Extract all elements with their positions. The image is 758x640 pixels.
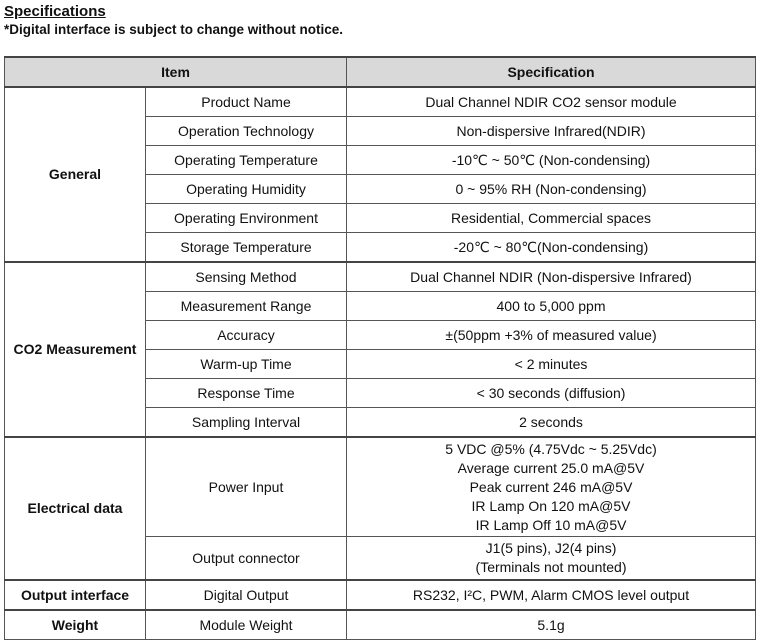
spec-cell: [347, 175, 756, 204]
item-cell: Response Time: [146, 379, 347, 408]
item-cell: Module Weight: [146, 610, 347, 640]
item-cell: Output connector: [146, 537, 347, 581]
column-header-item: Item: [5, 57, 347, 87]
spec-line: J1(5 pins), J2(4 pins): [485, 540, 617, 556]
table-row: [5, 437, 756, 537]
spec-line: Dual Channel NDIR CO2 sensor module: [425, 93, 677, 110]
spec-cell: [347, 537, 756, 581]
item-cell: Product Name: [146, 87, 347, 117]
spec-line: < 2 minutes: [514, 355, 588, 372]
spec-line: Average current 25.0 mA@5V: [457, 459, 645, 476]
spec-line: 400 to 5,000 ppm: [496, 297, 606, 314]
spec-line: Residential, Commercial spaces: [451, 209, 651, 226]
spec-line: IR Lamp On 120 mA@5V: [471, 497, 631, 514]
spec-line: -20℃ ~ 80℃(Non-condensing): [453, 238, 649, 255]
spec-cell: [347, 262, 756, 292]
spec-line: ±(50ppm +3% of measured value): [445, 326, 657, 343]
spec-cell: [347, 610, 756, 640]
item-cell: Digital Output: [146, 580, 347, 610]
group-label: Output interface: [5, 580, 146, 610]
item-cell: Warm-up Time: [146, 350, 347, 379]
item-cell: Measurement Range: [146, 292, 347, 321]
spec-line: IR Lamp Off 10 mA@5V: [475, 516, 627, 533]
group-label: General: [5, 87, 146, 262]
column-header-specification: Specification: [347, 57, 756, 87]
item-cell: Operating Temperature: [146, 146, 347, 175]
spec-line: (Terminals not mounted): [475, 559, 627, 575]
item-cell: Operating Humidity: [146, 175, 347, 204]
page-title: Specifications: [4, 3, 106, 20]
change-notice: *Digital interface is subject to change without notice.: [4, 22, 344, 37]
table-row: [5, 580, 756, 610]
table-body: [5, 87, 756, 640]
spec-line: Peak current 246 mA@5V: [469, 478, 633, 495]
spec-line: 5.1g: [537, 616, 565, 633]
spec-line: 0 ~ 95% RH (Non-condensing): [455, 180, 647, 197]
spec-line: < 30 seconds (diffusion): [476, 384, 626, 401]
spec-line: RS232, I²C, PWM, Alarm CMOS level output: [412, 586, 690, 603]
spec-cell: [347, 204, 756, 233]
group-label: Weight: [5, 610, 146, 640]
item-cell: Sensing Method: [146, 262, 347, 292]
item-cell: Accuracy: [146, 321, 347, 350]
item-cell: Storage Temperature: [146, 233, 347, 263]
table-row: [5, 262, 756, 292]
group-label: Electrical data: [5, 437, 146, 580]
table-row: [5, 87, 756, 117]
spec-line: -10℃ ~ 50℃ (Non-condensing): [451, 151, 651, 168]
group-label: CO2 Measurement: [5, 262, 146, 437]
spec-cell: [347, 350, 756, 379]
table-header-row: [5, 57, 756, 87]
spec-cell: [347, 146, 756, 175]
table-row: [5, 610, 756, 640]
spec-cell: [347, 408, 756, 438]
item-cell: Sampling Interval: [146, 408, 347, 438]
item-cell: Operating Environment: [146, 204, 347, 233]
specification-table: [4, 56, 756, 640]
spec-cell: [347, 580, 756, 610]
spec-cell: [347, 379, 756, 408]
spec-cell: [347, 292, 756, 321]
spec-cell: [347, 321, 756, 350]
spec-cell: [347, 117, 756, 146]
spec-line: Non-dispersive Infrared(NDIR): [456, 122, 646, 139]
spec-line: 2 seconds: [519, 413, 583, 430]
spec-cell: [347, 233, 756, 263]
spec-line: 5 VDC @5% (4.75Vdc ~ 5.25Vdc): [445, 440, 657, 457]
spec-cell: [347, 87, 756, 117]
item-cell: Power Input: [146, 437, 347, 537]
item-cell: Operation Technology: [146, 117, 347, 146]
spec-line: Dual Channel NDIR (Non-dispersive Infrared): [410, 268, 692, 285]
spec-cell: [347, 437, 756, 537]
